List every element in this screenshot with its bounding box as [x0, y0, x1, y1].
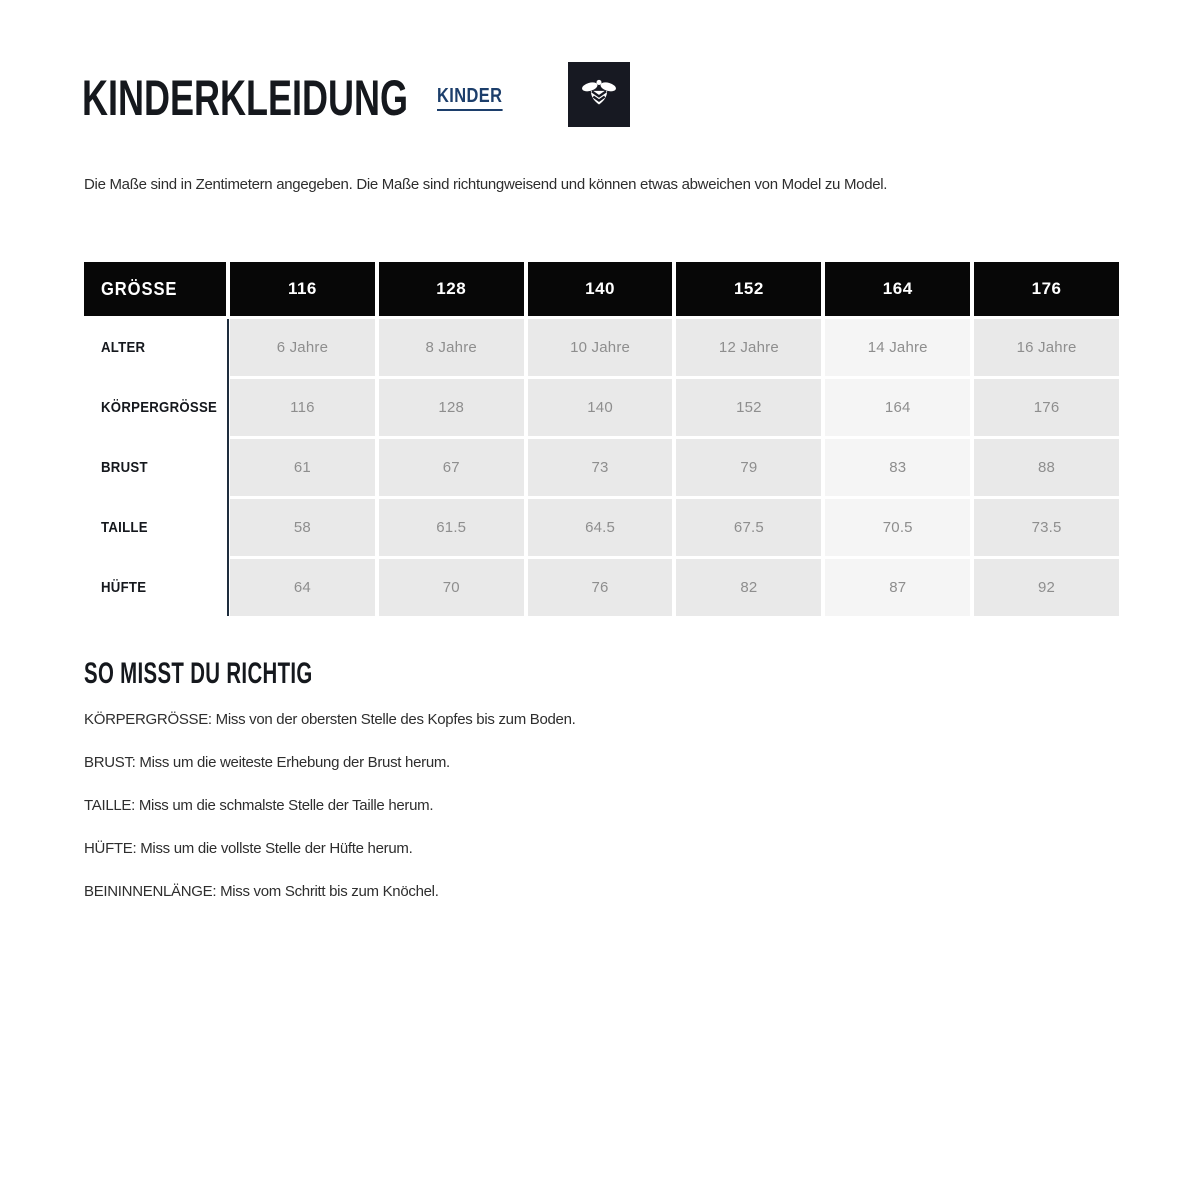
row-label-2: BRUST	[101, 459, 148, 476]
size-cell: 87	[825, 559, 970, 616]
size-cell: 73	[528, 439, 673, 496]
size-col-header-176: 176	[974, 262, 1119, 316]
size-cell: 70.5	[825, 499, 970, 556]
size-cell: 64.5	[528, 499, 673, 556]
row-label-4: HÜFTE	[101, 579, 147, 596]
size-cell: 70	[379, 559, 524, 616]
row-label-1: KÖRPERGRÖSSE	[101, 399, 218, 416]
guide-title: SO MISST DU RICHTIG	[84, 657, 313, 690]
size-cell: 116	[230, 379, 375, 436]
size-cell: 10 Jahre	[528, 319, 673, 376]
size-cell: 128	[379, 379, 524, 436]
size-col-header-152: 152	[676, 262, 821, 316]
size-cell: 92	[974, 559, 1119, 616]
intro-text: Die Maße sind in Zentimetern angegeben. Die Maße sind richtungweisend und können etwas abweichen von Model zu Model.	[84, 176, 888, 193]
size-cell: 64	[230, 559, 375, 616]
size-cell: 67.5	[676, 499, 821, 556]
guide-items	[84, 712, 1084, 900]
guide-item: KÖRPERGRÖSSE: Miss von der obersten Stelle des Kopfes bis zum Boden.	[84, 711, 576, 728]
size-cell: 61	[230, 439, 375, 496]
size-table-corner: GRÖSSE	[84, 262, 226, 316]
size-cell: 164	[825, 379, 970, 436]
size-cell: 8 Jahre	[379, 319, 524, 376]
size-cell: 73.5	[974, 499, 1119, 556]
size-table	[84, 262, 1119, 616]
size-cell: 61.5	[379, 499, 524, 556]
size-cell: 140	[528, 379, 673, 436]
size-col-header-116: 116	[230, 262, 375, 316]
size-col-header-128: 128	[379, 262, 524, 316]
size-cell: 14 Jahre	[825, 319, 970, 376]
size-col-header-140: 140	[528, 262, 673, 316]
row-label-0: ALTER	[101, 339, 146, 356]
size-cell: 12 Jahre	[676, 319, 821, 376]
size-cell: 76	[528, 559, 673, 616]
row-label-3: TAILLE	[101, 519, 148, 536]
size-cell: 176	[974, 379, 1119, 436]
size-col-header-164: 164	[825, 262, 970, 316]
page-title: KINDERKLEIDUNG	[82, 70, 409, 126]
guide-item: HÜFTE: Miss um die vollste Stelle der Hüfte herum.	[84, 840, 413, 857]
kinder-link[interactable]: KINDER	[437, 86, 502, 111]
size-cell: 58	[230, 499, 375, 556]
size-cell: 152	[676, 379, 821, 436]
size-cell: 6 Jahre	[230, 319, 375, 376]
size-cell: 79	[676, 439, 821, 496]
size-cell: 67	[379, 439, 524, 496]
size-cell: 83	[825, 439, 970, 496]
guide-item: BEININNENLÄNGE: Miss vom Schritt bis zum Knöchel.	[84, 883, 439, 900]
size-grid	[84, 262, 1119, 616]
size-cell: 88	[974, 439, 1119, 496]
table-divider-line	[227, 319, 229, 616]
size-cell: 16 Jahre	[974, 319, 1119, 376]
guide-item: BRUST: Miss um die weiteste Erhebung der Brust herum.	[84, 754, 450, 771]
hummel-logo	[568, 62, 630, 127]
size-cell: 82	[676, 559, 821, 616]
measure-guide	[84, 659, 1084, 927]
guide-item: TAILLE: Miss um die schmalste Stelle der Taille herum.	[84, 797, 434, 814]
bee-icon	[577, 73, 621, 117]
